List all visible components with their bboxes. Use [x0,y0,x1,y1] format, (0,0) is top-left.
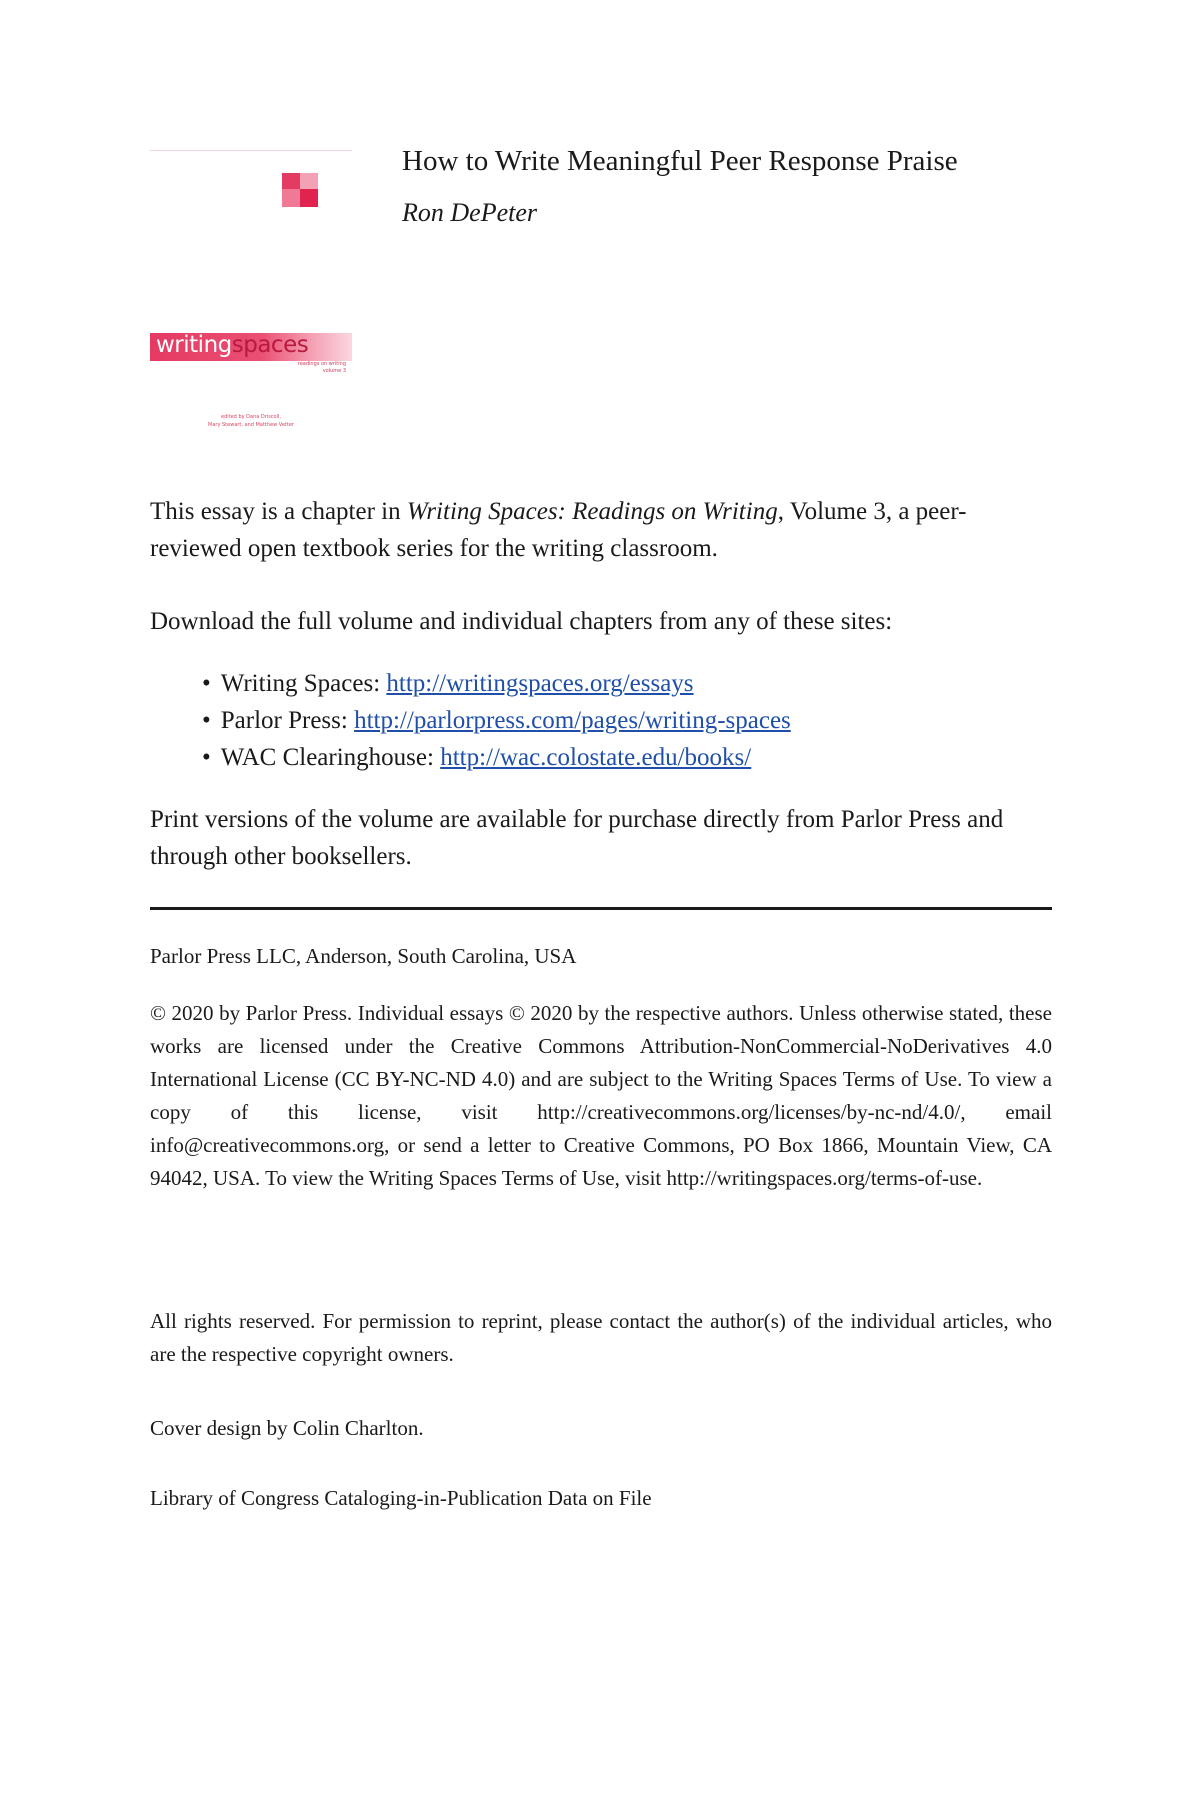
book-title-italic: Writing Spaces: Readings on Writing [406,498,778,525]
intro-paragraph [150,493,1050,567]
site-link[interactable]: http://writingspaces.org/essays [386,670,694,697]
essay-title: How to Write Meaningful Peer Response Praise [402,145,958,177]
cover-design-credit: Cover design by Colin Charlton. [150,1416,424,1440]
site-link[interactable]: http://wac.colostate.edu/books/ [440,744,752,771]
cover-title-left: writing [156,332,232,358]
cover-subtitle-line: readings on writing [297,361,346,367]
site-label: WAC Clearinghouse: [220,744,441,771]
site-link[interactable]: http://parlorpress.com/pages/writing-spaces [354,707,791,734]
list-item [222,665,791,702]
print-paragraph: Print versions of the volume are available for purchase directly from Parlor Press and through other booksellers. [150,806,1004,870]
cover-square-decoration [300,189,318,207]
essay-author: Ron DePeter [402,198,538,227]
book-cover-image [150,150,352,447]
intro-text: , Volume 3, a peer-reviewed open textbook series for the writing classroom. [150,498,967,562]
list-item [222,739,791,776]
cover-square-decoration [300,173,318,189]
download-sites-list [222,665,791,776]
cover-square-decoration [282,173,300,189]
list-item [222,702,791,739]
download-paragraph: Download the full volume and individual chapters from any of these sites: [150,608,893,635]
site-label: Writing Spaces: [220,670,387,697]
cover-subtitle-line: volume 3 [322,368,346,374]
cover-credit [150,413,352,429]
cover-credit-line: Mary Stewart, and Matthew Vetter [208,422,294,428]
cover-title-right: spaces [231,332,309,358]
cover-credit-line: edited by Dana Driscoll, [221,414,281,420]
intro-text: This essay is a chapter in [150,498,407,525]
rights-notice: All rights reserved. For permission to reprint, please contact the author(s) of the individual articles, who are the respective copyright owners. [150,1309,1052,1366]
cover-square-decoration [282,189,300,207]
cover-title [156,332,308,358]
site-label: Parlor Press: [220,707,355,734]
divider [150,907,1052,910]
publisher-line: Parlor Press LLC, Anderson, South Carolina, USA [150,944,577,968]
copyright-notice: © 2020 by Parlor Press. Individual essays © 2020 by the respective authors. Unless otherwise stated, these works are licensed under the Creative Commons Attribution-NonCommercial-NoDerivatives 4.0 International License (CC BY-NC-ND 4.0) and are subject to the Writing Spaces Terms of Use. To view a copy of this license, visit http://creativecommons.org/licenses/by-nc-nd/4.0/, email info@creativecommons.org, or send a letter to Creative Commons, PO Box 1866, Mountain View, CA 94042, USA. To view the Writing Spaces Terms of Use, visit http://writingspaces.org/terms-of-use. [150,1001,1052,1190]
loc-data-line: Library of Congress Cataloging-in-Publication Data on File [150,1486,652,1510]
cover-subtitle [298,361,346,375]
